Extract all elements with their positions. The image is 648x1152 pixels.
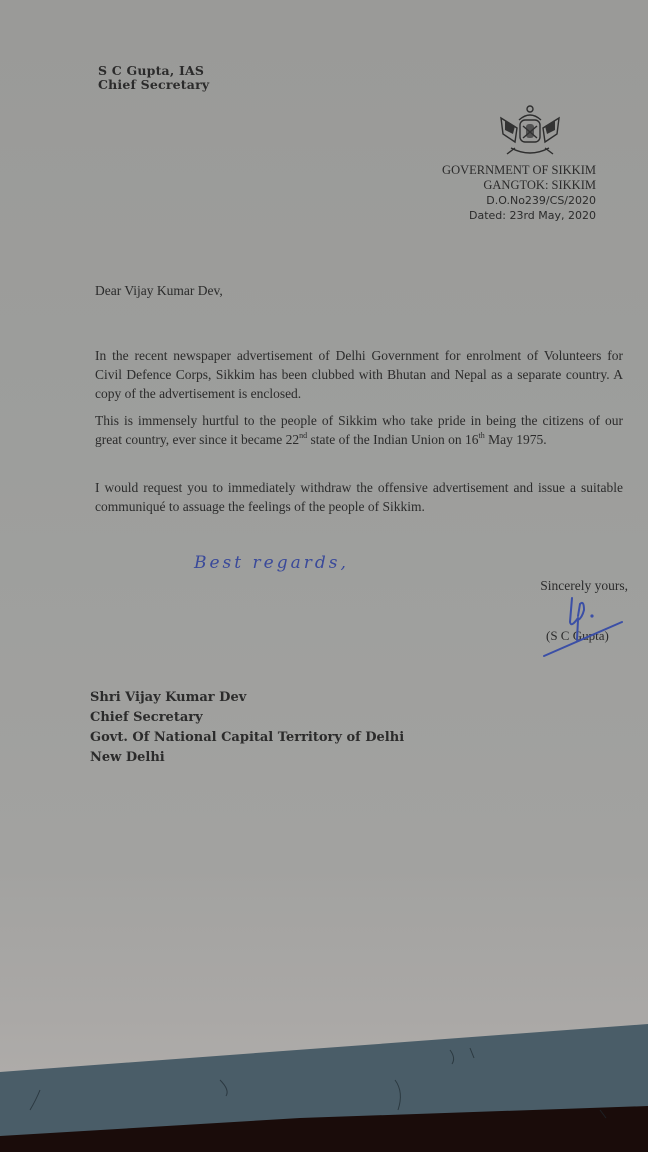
closing: Sincerely yours, <box>540 578 628 593</box>
paragraph-2 <box>95 411 623 449</box>
paragraph-2-text-b: state of the Indian Union on 16 <box>307 432 479 447</box>
addressee-block <box>90 688 404 768</box>
ordinal-suffix-th: th <box>478 431 485 440</box>
addressee-city: New Delhi <box>90 750 165 765</box>
addressee-office: Govt. Of National Capital Territory of Delhi <box>90 730 405 745</box>
letter-date: Dated: 23rd May, 2020 <box>468 209 596 222</box>
paragraph-2-text-a: This is immensely hurtful to the people of Sikkim who take pride in being the citizens of our great country, ever since it became 22 <box>95 413 623 447</box>
ordinal-suffix-nd: nd <box>299 431 308 440</box>
paragraph-1: In the recent newspaper advertisement of Delhi Government for enrolment of Volunteers for Civil Defence Corps, Sikkim has been clubbed with Bhutan and Nepal as a separate country. A copy of the advertisement is enclosed. <box>95 348 623 401</box>
table-surface <box>0 1000 648 1152</box>
handwritten-note: Best regards, <box>194 553 349 573</box>
signature-icon <box>538 596 630 660</box>
sender-designation: Chief Secretary <box>98 77 210 92</box>
reference-number: D.O.No239/CS/2020 <box>486 194 596 207</box>
paragraph-3: I would request you to immediately withdraw the offensive advertisement and issue a suitable communiqué to assuage the feelings of the people of Sikkim. <box>95 480 623 514</box>
addressee-designation: Chief Secretary <box>90 710 203 725</box>
letterhead-government: GOVERNMENT OF SIKKIM <box>442 163 596 177</box>
sender-name: S C Gupta, IAS <box>98 63 205 78</box>
salutation: Dear Vijay Kumar Dev, <box>95 283 223 298</box>
paragraph-2-text-c: May 1975. <box>484 432 547 447</box>
emblem-icon <box>497 104 563 162</box>
signatory-name: (S C Gupta) <box>546 628 609 643</box>
letterhead <box>442 163 596 223</box>
sender-block <box>98 64 209 92</box>
addressee-name: Shri Vijay Kumar Dev <box>90 690 247 705</box>
letterhead-city: GANGTOK: SIKKIM <box>483 178 596 192</box>
